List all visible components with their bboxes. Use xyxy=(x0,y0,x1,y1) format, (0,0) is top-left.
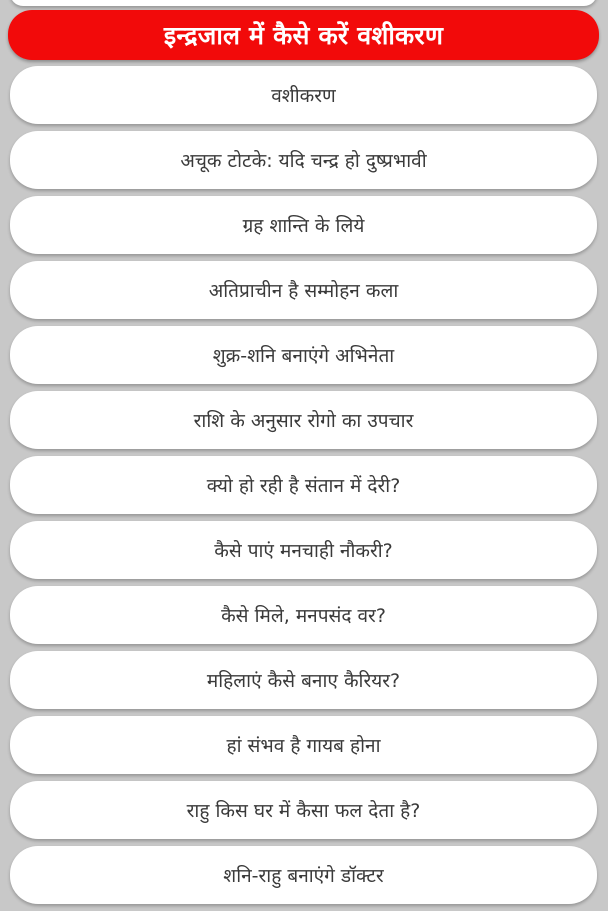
list-item[interactable] xyxy=(10,781,597,839)
list-item[interactable] xyxy=(10,131,597,189)
list-item[interactable] xyxy=(10,261,597,319)
list-item[interactable] xyxy=(10,846,597,904)
list-item[interactable] xyxy=(10,716,597,774)
list-item[interactable] xyxy=(10,326,597,384)
list-item[interactable] xyxy=(10,586,597,644)
list-item-label: कैसे पाएं मनचाही नौकरी? xyxy=(214,540,393,562)
list-item-label: क्यो हो रही है संतान में देरी? xyxy=(206,475,401,497)
page-title: इन्द्रजाल में कैसे करें वशीकरण xyxy=(163,21,444,50)
list-item-label: राहु किस घर में कैसा फल देता है? xyxy=(186,800,421,822)
list-item[interactable] xyxy=(10,521,597,579)
list-item[interactable] xyxy=(10,66,597,124)
list-item[interactable] xyxy=(10,391,597,449)
list-item-label: कैसे मिले, मनपसंद वर? xyxy=(221,605,386,627)
list-item-label: वशीकरण xyxy=(271,85,336,107)
page-title-banner xyxy=(8,10,599,60)
list-item-label: शनि-राहु बनाएंगे डॉक्टर xyxy=(223,865,384,887)
list-item-label: शुक्र-शनि बनाएंगे अभिनेता xyxy=(212,345,395,367)
list-item[interactable] xyxy=(10,196,597,254)
list-item[interactable] xyxy=(10,651,597,709)
list-item-label: महिलाएं कैसे बनाए कैरियर? xyxy=(206,670,401,692)
list-item-label: हां संभव है गायब होना xyxy=(226,735,381,757)
list-item-partial[interactable] xyxy=(10,0,597,6)
list-item[interactable] xyxy=(10,456,597,514)
list-item-label: अतिप्राचीन है सम्मोहन कला xyxy=(208,280,399,302)
list-item-label: अचूक टोटके: यदि चन्द्र हो दुष्प्रभावी xyxy=(180,150,427,172)
article-list xyxy=(0,66,608,911)
list-item-label: ग्रह शान्ति के लिये xyxy=(242,215,365,237)
list-item-label: राशि के अनुसार रोगो का उपचार xyxy=(193,410,414,432)
